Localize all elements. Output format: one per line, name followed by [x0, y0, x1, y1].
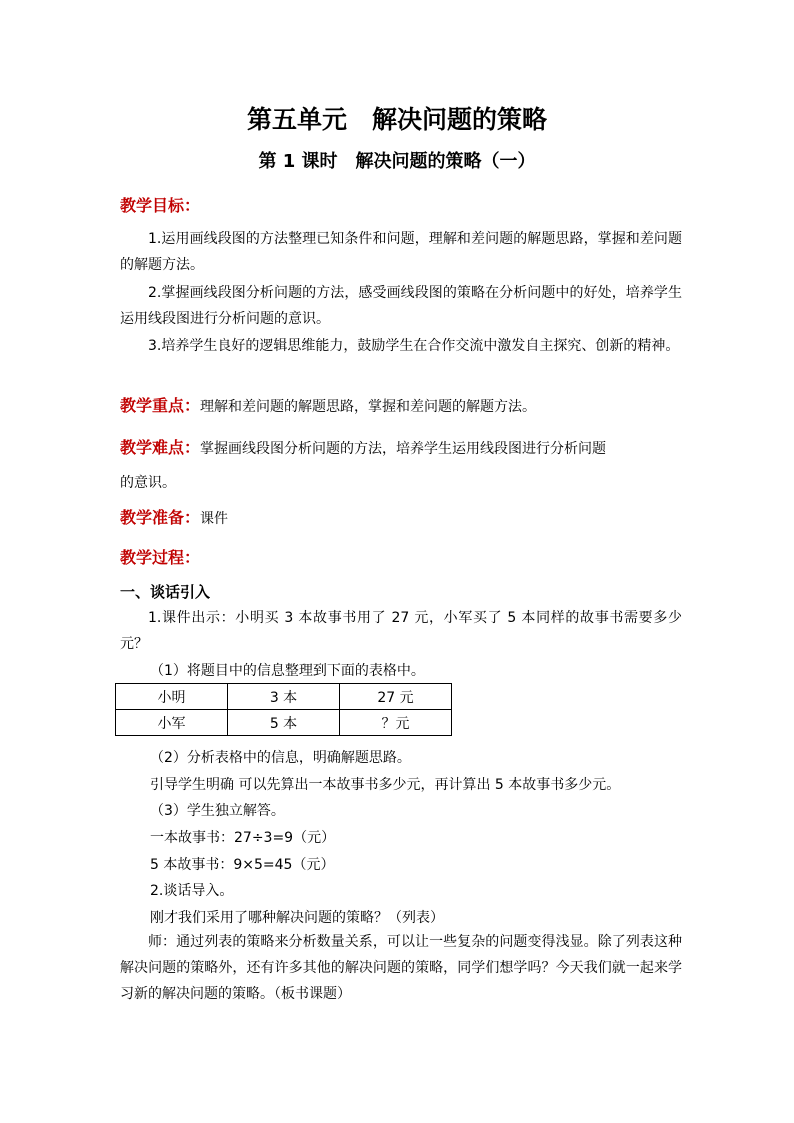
calculation-2: 5 本故事书：9×5=45（元） — [150, 857, 335, 873]
step-2: （2）分析表格中的信息，明确解题思路。 — [150, 750, 411, 766]
table-cell: 小明 — [116, 684, 228, 710]
objective-item: 3.培养学生良好的逻辑思维能力，鼓励学生在合作交流中激发自主探究、创新的精神。 — [148, 338, 680, 354]
key-points-text: 理解和差问题的解题思路，掌握和差问题的解题方法。 — [200, 399, 537, 415]
difficulties-heading: 教学难点： — [120, 438, 201, 457]
step-3: （3）学生独立解答。 — [150, 803, 285, 819]
table-row — [116, 710, 452, 736]
table-cell: 小军 — [116, 710, 228, 736]
key-points — [120, 393, 536, 416]
objective-item: 1.运用画线段图的方法整理已知条件和问题，理解和差问题的解题思路，掌握和差问题的解题方法。 — [120, 231, 682, 273]
table-cell: 3 本 — [228, 684, 340, 710]
section-item-1: 1.课件出示：小明买 3 本故事书用了 27 元，小军买了 5 本同样的故事书需要多少元？ — [120, 610, 682, 652]
difficulties — [120, 435, 606, 458]
table-cell: 5 本 — [228, 710, 340, 736]
table-row — [116, 684, 452, 710]
table-cell: ？元 — [340, 710, 452, 736]
lesson-subtitle: 第 1 课时 解决问题的策略（一） — [258, 151, 536, 172]
calculation-1: 一本故事书：27÷3=9（元） — [150, 830, 336, 846]
table-cell: 27 元 — [340, 684, 452, 710]
preparation — [120, 505, 228, 528]
step-1: （1）将题目中的信息整理到下面的表格中。 — [150, 663, 425, 679]
objectives-heading: 教学目标： — [120, 196, 201, 215]
guide-text: 引导学生明确 可以先算出一本故事书多少元，再计算出 5 本故事书多少元。 — [150, 777, 621, 793]
key-points-heading: 教学重点： — [120, 396, 201, 415]
difficulties-text: 掌握画线段图分析问题的方法，培养学生运用线段图进行分析问题 — [200, 441, 607, 457]
preparation-heading: 教学准备： — [120, 508, 201, 527]
question-text: 刚才我们采用了哪种解决问题的策略？（列表） — [150, 910, 444, 926]
process-heading: 教学过程： — [120, 548, 201, 567]
preparation-text: 课件 — [200, 511, 229, 527]
section-item-2: 2.谈话导入。 — [150, 883, 234, 899]
info-table — [115, 683, 452, 736]
section-title: 一、谈话引入 — [120, 583, 211, 601]
teacher-text: 师：通过列表的策略来分析数量关系，可以让一些复杂的问题变得浅显。除了列表这种解决问题的策略外，还有许多其他的解决问题的策略，同学们想学吗？今天我们就一起来学习新的解决问题的策略。（板书课题） — [120, 934, 682, 1002]
objective-item: 2.掌握画线段图分析问题的方法，感受画线段图的策略在分析问题中的好处，培养学生运用线段图进行分析问题的意识。 — [120, 285, 682, 327]
page-title: 第五单元 解决问题的策略 — [246, 105, 547, 134]
difficulties-text-cont: 的意识。 — [120, 475, 176, 491]
